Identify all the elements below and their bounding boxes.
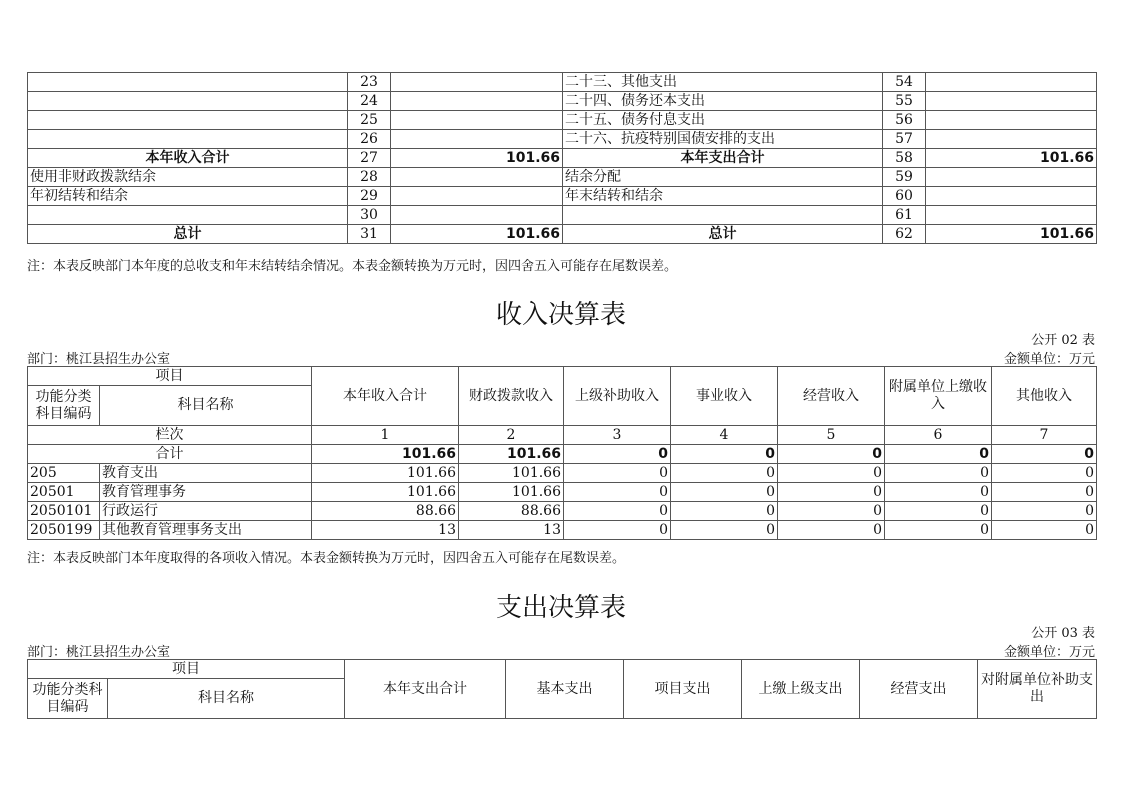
row-number: 28 bbox=[348, 168, 391, 187]
table-row bbox=[28, 483, 1097, 502]
amount-cell: 88.66 bbox=[312, 502, 459, 521]
row-number: 30 bbox=[348, 206, 391, 225]
subject-name: 行政运行 bbox=[100, 502, 312, 521]
amount-cell bbox=[391, 168, 563, 187]
subject-name: 教育管理事务 bbox=[100, 483, 312, 502]
expense-dept: 部门：桃江县招生办公室 bbox=[27, 645, 171, 660]
total-row bbox=[28, 445, 1097, 464]
income-item-label: 使用非财政拨款结余 bbox=[28, 168, 348, 187]
amount-cell: 0 bbox=[778, 464, 885, 483]
amount-cell bbox=[391, 187, 563, 206]
amount-cell: 101.66 bbox=[391, 225, 563, 244]
income-item-label bbox=[28, 92, 348, 111]
income-header-name: 科目名称 bbox=[100, 386, 312, 426]
amount-cell: 0 bbox=[671, 483, 778, 502]
expense-item-label: 本年支出合计 bbox=[563, 149, 883, 168]
amount-cell: 0 bbox=[992, 502, 1097, 521]
income-unit: 金额单位：万元 bbox=[1003, 352, 1095, 367]
expense-item-label: 总计 bbox=[563, 225, 883, 244]
total-amount: 101.66 bbox=[312, 445, 459, 464]
amount-cell: 0 bbox=[885, 502, 992, 521]
row-number: 25 bbox=[348, 111, 391, 130]
subject-code: 2050199 bbox=[28, 521, 100, 540]
row-number: 29 bbox=[348, 187, 391, 206]
table-row bbox=[28, 149, 1097, 168]
lanci-label: 栏次 bbox=[28, 426, 312, 445]
table-row bbox=[28, 502, 1097, 521]
income-header-code: 功能分类科目编码 bbox=[28, 386, 100, 426]
subject-name: 教育支出 bbox=[100, 464, 312, 483]
total-amount: 0 bbox=[564, 445, 671, 464]
amount-cell: 101.66 bbox=[459, 483, 564, 502]
row-number: 57 bbox=[883, 130, 926, 149]
income-header-col: 上级补助收入 bbox=[564, 367, 671, 426]
expense-table bbox=[27, 659, 1097, 719]
income-title: 收入决算表 bbox=[495, 300, 626, 330]
income-item-label: 本年收入合计 bbox=[28, 149, 348, 168]
total-amount: 0 bbox=[778, 445, 885, 464]
expense-header-col: 基本支出 bbox=[506, 660, 624, 719]
expense-item-label: 年末结转和结余 bbox=[563, 187, 883, 206]
amount-cell: 101.66 bbox=[459, 464, 564, 483]
amount-cell: 0 bbox=[778, 502, 885, 521]
total-label: 合计 bbox=[28, 445, 312, 464]
income-item-label: 总计 bbox=[28, 225, 348, 244]
amount-cell: 101.66 bbox=[926, 225, 1097, 244]
row-number: 62 bbox=[883, 225, 926, 244]
income-item-label: 年初结转和结余 bbox=[28, 187, 348, 206]
total-amount: 101.66 bbox=[459, 445, 564, 464]
expense-header-col: 经营支出 bbox=[860, 660, 978, 719]
table-row bbox=[28, 225, 1097, 244]
amount-cell: 101.66 bbox=[926, 149, 1097, 168]
column-number-row bbox=[28, 426, 1097, 445]
row-number: 59 bbox=[883, 168, 926, 187]
income-header-col: 经营收入 bbox=[778, 367, 885, 426]
subject-code: 205 bbox=[28, 464, 100, 483]
expense-form-no: 公开 03 表 bbox=[1031, 626, 1095, 641]
amount-cell: 0 bbox=[778, 483, 885, 502]
amount-cell bbox=[391, 130, 563, 149]
expense-item-label bbox=[563, 206, 883, 225]
income-item-label bbox=[28, 206, 348, 225]
row-number: 55 bbox=[883, 92, 926, 111]
income-header-col: 附属单位上缴收入 bbox=[885, 367, 992, 426]
amount-cell: 0 bbox=[885, 521, 992, 540]
column-number: 1 bbox=[312, 426, 459, 445]
row-number: 24 bbox=[348, 92, 391, 111]
amount-cell: 13 bbox=[312, 521, 459, 540]
column-number: 4 bbox=[671, 426, 778, 445]
amount-cell bbox=[926, 92, 1097, 111]
summary-table bbox=[27, 72, 1097, 244]
amount-cell bbox=[391, 206, 563, 225]
expense-header-col: 项目支出 bbox=[624, 660, 742, 719]
amount-cell bbox=[926, 111, 1097, 130]
expense-header-code: 功能分类科目编码 bbox=[28, 679, 108, 719]
amount-cell: 13 bbox=[459, 521, 564, 540]
income-note: 注：本表反映部门本年度取得的各项收入情况。本表金额转换为万元时，因四舍五入可能存在尾数误差。 bbox=[27, 551, 626, 566]
amount-cell: 0 bbox=[992, 464, 1097, 483]
row-number: 54 bbox=[883, 73, 926, 92]
expense-item-label: 结余分配 bbox=[563, 168, 883, 187]
amount-cell bbox=[391, 111, 563, 130]
row-number: 27 bbox=[348, 149, 391, 168]
income-header-col: 事业收入 bbox=[671, 367, 778, 426]
amount-cell: 88.66 bbox=[459, 502, 564, 521]
table-row bbox=[28, 206, 1097, 225]
subject-code: 20501 bbox=[28, 483, 100, 502]
income-form-no: 公开 02 表 bbox=[1031, 333, 1095, 348]
amount-cell: 0 bbox=[671, 464, 778, 483]
amount-cell: 0 bbox=[564, 464, 671, 483]
column-number: 2 bbox=[459, 426, 564, 445]
column-number: 5 bbox=[778, 426, 885, 445]
table-row bbox=[28, 111, 1097, 130]
row-number: 60 bbox=[883, 187, 926, 206]
row-number: 23 bbox=[348, 73, 391, 92]
amount-cell bbox=[926, 73, 1097, 92]
income-dept: 部门：桃江县招生办公室 bbox=[27, 352, 171, 367]
income-header-col: 财政拨款收入 bbox=[459, 367, 564, 426]
expense-header-name: 科目名称 bbox=[108, 679, 345, 719]
amount-cell bbox=[926, 187, 1097, 206]
row-number: 31 bbox=[348, 225, 391, 244]
income-item-label bbox=[28, 130, 348, 149]
table-row bbox=[28, 92, 1097, 111]
table-row bbox=[28, 168, 1097, 187]
table-row bbox=[28, 130, 1097, 149]
summary-note: 注：本表反映部门本年度的总收支和年末结转结余情况。本表金额转换为万元时，因四舍五入可能存在尾数误差。 bbox=[27, 259, 678, 274]
table-row bbox=[28, 187, 1097, 206]
column-number: 3 bbox=[564, 426, 671, 445]
income-item-label bbox=[28, 73, 348, 92]
total-amount: 0 bbox=[885, 445, 992, 464]
row-number: 26 bbox=[348, 130, 391, 149]
amount-cell bbox=[391, 92, 563, 111]
expense-header-col: 上缴上级支出 bbox=[742, 660, 860, 719]
total-amount: 0 bbox=[992, 445, 1097, 464]
row-number: 56 bbox=[883, 111, 926, 130]
amount-cell: 101.66 bbox=[391, 149, 563, 168]
amount-cell bbox=[391, 73, 563, 92]
expense-unit: 金额单位：万元 bbox=[1003, 645, 1095, 660]
expense-item-label: 二十五、债务付息支出 bbox=[563, 111, 883, 130]
income-item-label bbox=[28, 111, 348, 130]
amount-cell: 0 bbox=[992, 521, 1097, 540]
total-amount: 0 bbox=[671, 445, 778, 464]
amount-cell bbox=[926, 130, 1097, 149]
income-header-item: 项目 bbox=[28, 367, 312, 386]
expense-header-item: 项目 bbox=[28, 660, 345, 679]
amount-cell: 0 bbox=[885, 464, 992, 483]
subject-name: 其他教育管理事务支出 bbox=[100, 521, 312, 540]
amount-cell bbox=[926, 168, 1097, 187]
amount-cell: 0 bbox=[992, 483, 1097, 502]
table-row bbox=[28, 464, 1097, 483]
table-row bbox=[28, 73, 1097, 92]
amount-cell: 0 bbox=[564, 521, 671, 540]
expense-item-label: 二十六、抗疫特别国债安排的支出 bbox=[563, 130, 883, 149]
amount-cell: 0 bbox=[671, 502, 778, 521]
amount-cell: 0 bbox=[564, 483, 671, 502]
expense-title: 支出决算表 bbox=[495, 593, 626, 623]
row-number: 61 bbox=[883, 206, 926, 225]
expense-item-label: 二十四、债务还本支出 bbox=[563, 92, 883, 111]
column-number: 7 bbox=[992, 426, 1097, 445]
expense-header-col: 对附属单位补助支出 bbox=[978, 660, 1097, 719]
amount-cell: 0 bbox=[671, 521, 778, 540]
subject-code: 2050101 bbox=[28, 502, 100, 521]
amount-cell: 0 bbox=[885, 483, 992, 502]
amount-cell: 0 bbox=[564, 502, 671, 521]
amount-cell: 101.66 bbox=[312, 483, 459, 502]
income-header-col: 其他收入 bbox=[992, 367, 1097, 426]
amount-cell: 101.66 bbox=[312, 464, 459, 483]
income-header-col: 本年收入合计 bbox=[312, 367, 459, 426]
amount-cell bbox=[926, 206, 1097, 225]
income-table bbox=[27, 366, 1097, 540]
column-number: 6 bbox=[885, 426, 992, 445]
expense-item-label: 二十三、其他支出 bbox=[563, 73, 883, 92]
table-row bbox=[28, 521, 1097, 540]
row-number: 58 bbox=[883, 149, 926, 168]
amount-cell: 0 bbox=[778, 521, 885, 540]
expense-header-col: 本年支出合计 bbox=[345, 660, 506, 719]
